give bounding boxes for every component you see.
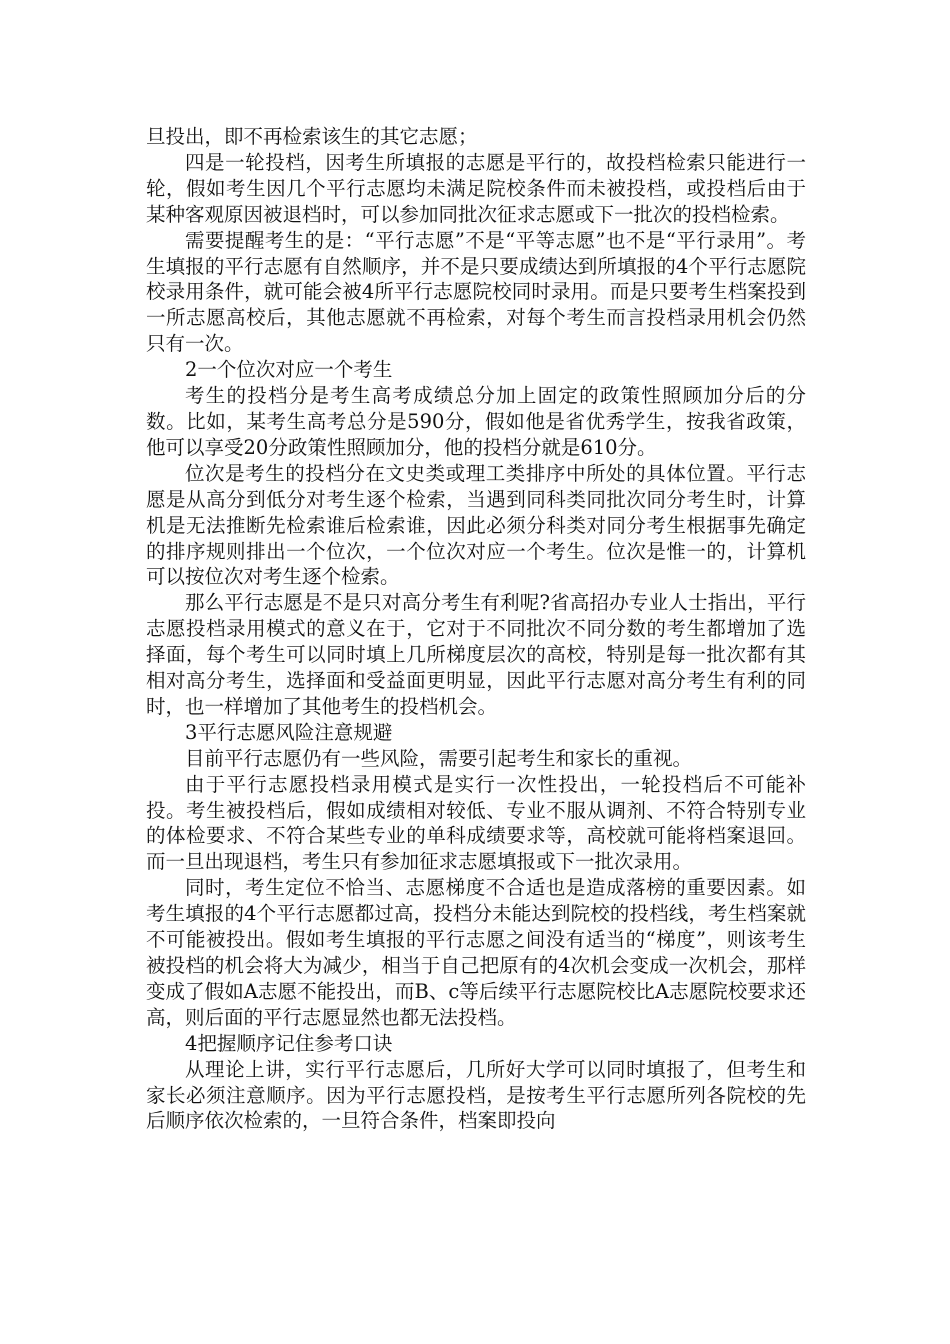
paragraph-high-score-question: 那么平行志愿是不是只对高分考生有利呢?省高招办专业人士指出，平行志愿投档录用模式的意义在于，它对于不同批次不同分数的考生都增加了选择面，每个考生可以同时填上几所梯度层次的高校，特别是每一批次都有其相对高分考生，选择面和受益面更明显，因此平行志愿对高分考生有利的同时，也一样增加了其他考生的投档机会。 <box>146 591 806 718</box>
paragraph-reminder: 需要提醒考生的是：“平行志愿”不是“平等志愿”也不是“平行录用”。考生填报的平行志愿有自然顺序，并不是只要成绩达到所填报的4个平行志愿院校录用条件，就可能会被4所平行志愿院校同时录用。而是只要考生档案投到一所志愿高校后，其他志愿就不再检索，对每个考生而言投档录用机会仍然只有一次。 <box>146 228 806 356</box>
section-heading-3: 3平行志愿风险注意规避 <box>185 720 393 744</box>
paragraph-rank-definition: 位次是考生的投档分在文史类或理工类排序中所处的具体位置。平行志愿是从高分到低分对考生逐个检索，当遇到同科类同批次同分考生时，计算机是无法推断先检索谁后检索谁，因此必须分科类对同分考生根据事先确定的排序规则排出一个位次，一个位次对应一个考生。位次是惟一的，计算机可以按位次对考生逐个检索。 <box>146 461 806 589</box>
paragraph-risk-intro: 目前平行志愿仍有一些风险，需要引起考生和家长的重视。 <box>185 746 693 770</box>
section-heading-2: 2一个位次对应一个考生 <box>185 358 393 382</box>
paragraph-single-round: 四是一轮投档，因考生所填报的志愿是平行的，故投档检索只能进行一轮，假如考生因几个平行志愿均未满足院校条件而未被投档，或投档后由于某种客观原因被退档时，可以参加同批次征求志愿或下一批次的投档检索。 <box>146 150 806 226</box>
paragraph-score-definition: 考生的投档分是考生高考成绩总分加上固定的政策性照顾加分后的分数。比如，某考生高考总分是590分，假如他是省优秀学生，按我省政策，他可以享受20分政策性照顾加分，他的投档分就是610分。 <box>146 384 806 459</box>
paragraph-order: 从理论上讲，实行平行志愿后，几所好大学可以同时填报了，但考生和家长必须注意顺序。因为平行志愿投档，是按考生平行志愿所列各院校的先后顺序依次检索的，一旦符合条件，档案即投向 <box>146 1057 806 1133</box>
paragraph-gradient: 同时，考生定位不恰当、志愿梯度不合适也是造成落榜的重要因素。如考生填报的4个平行志愿都过高，投档分未能达到院校的投档线，考生档案就不可能被投出。假如考生填报的平行志愿之间没有适当的“梯度”，则该考生被投档的机会将大为减少，相当于自己把原有的4次机会变成一次机会，那样变成了假如A志愿不能投出，而B、c等后续平行志愿院校比A志愿院校要求还高，则后面的平行志愿显然也都无法投档。 <box>146 876 806 1029</box>
paragraph-continuation: 旦投出，即不再检索该生的其它志愿； <box>146 125 478 148</box>
paragraph-one-time-release: 由于平行志愿投档录用模式是实行一次性投出，一轮投档后不可能补投。考生被投档后，假如成绩相对较低、专业不服从调剂、不符合特别专业的体检要求、不符合某些专业的单科成绩要求等，高校就可能将档案退回。而一旦出现退档，考生只有参加征求志愿填报或下一批次录用。 <box>146 772 806 874</box>
document-body <box>146 124 806 1134</box>
section-heading-4: 4把握顺序记住参考口诀 <box>185 1031 393 1055</box>
